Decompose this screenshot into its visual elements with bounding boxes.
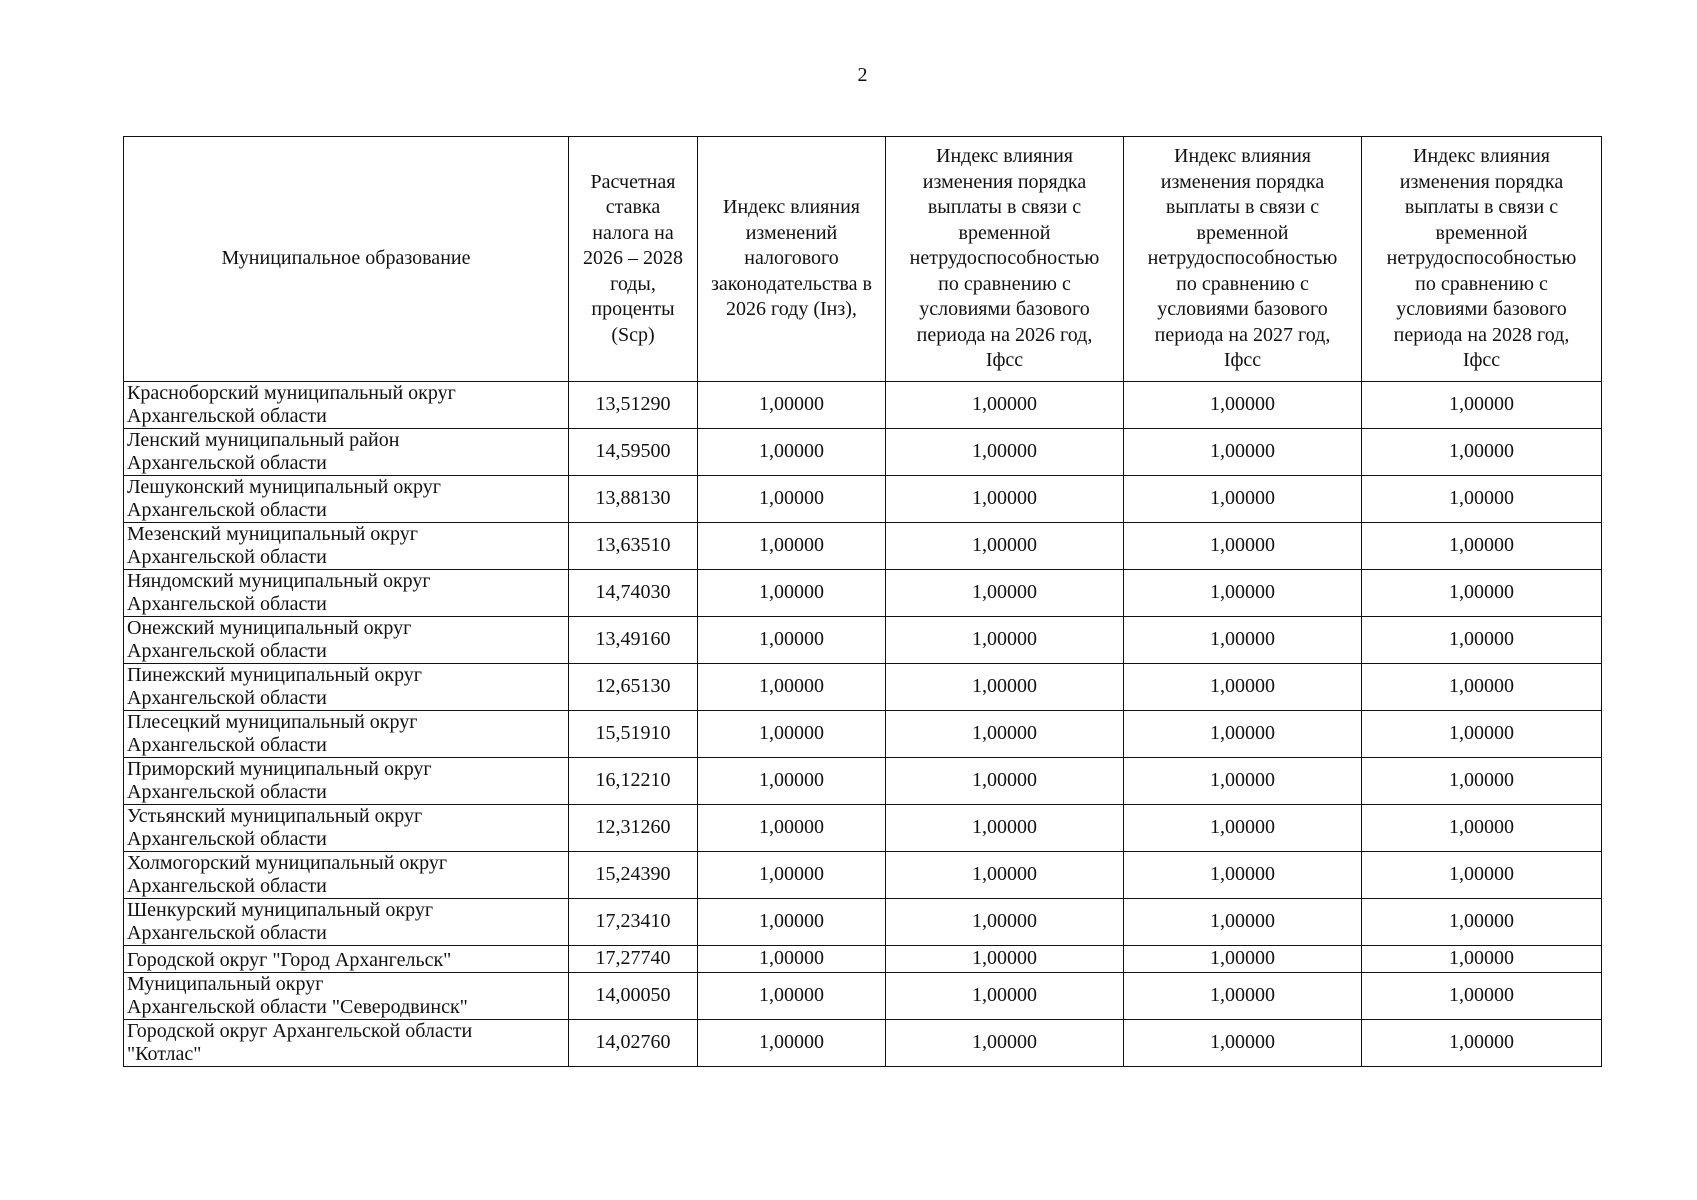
header-line: 2026 году (Iнз), (726, 298, 857, 321)
tax-rate-cell: 14,74030 (569, 570, 698, 617)
municipality-name-cell (124, 852, 569, 899)
table-row (124, 946, 1602, 973)
header-line: 2026 – 2028 (583, 247, 683, 270)
ifss-2027-cell: 1,00000 (1124, 429, 1362, 476)
ifss-2026-cell: 1,00000 (886, 476, 1124, 523)
header-line: годы, (610, 272, 656, 295)
ifss-2028-cell: 1,00000 (1362, 382, 1602, 429)
municipality-name-line: Шенкурский муниципальный округ (127, 899, 434, 921)
ifss-2026-cell: 1,00000 (886, 1019, 1124, 1066)
ifss-2026-cell: 1,00000 (886, 852, 1124, 899)
header-ifss-2028 (1362, 137, 1602, 382)
municipality-name-line: Архангельской области (127, 734, 327, 756)
header-line: по сравнению с (938, 272, 1071, 295)
municipality-name-line: Красноборский муниципальный округ (127, 382, 456, 404)
tax-law-index-cell: 1,00000 (698, 805, 886, 852)
municipality-name-line: Архангельской области (127, 452, 327, 474)
tax-rate-cell: 12,31260 (569, 805, 698, 852)
tax-rate-cell: 16,12210 (569, 758, 698, 805)
table-body (124, 382, 1602, 1067)
ifss-2027-cell: 1,00000 (1124, 523, 1362, 570)
ifss-2026-cell: 1,00000 (886, 758, 1124, 805)
tax-law-index-cell: 1,00000 (698, 852, 886, 899)
tax-rate-cell: 17,27740 (569, 946, 698, 973)
header-ifss-2026 (886, 137, 1124, 382)
ifss-2026-cell: 1,00000 (886, 617, 1124, 664)
header-line: изменений (745, 221, 838, 244)
header-line: временной (958, 221, 1051, 244)
tax-law-index-cell: 1,00000 (698, 476, 886, 523)
ifss-2027-cell: 1,00000 (1124, 476, 1362, 523)
table-row (124, 852, 1602, 899)
ifss-2028-cell: 1,00000 (1362, 429, 1602, 476)
municipality-name-cell (124, 382, 569, 429)
municipality-name-cell (124, 429, 569, 476)
ifss-2026-cell: 1,00000 (886, 972, 1124, 1019)
municipality-name-line: Мезенский муниципальный округ (127, 523, 418, 545)
header-line: налога на (592, 221, 674, 244)
municipality-name-line: Плесецкий муниципальный округ (127, 711, 418, 733)
table-row (124, 617, 1602, 664)
header-line: по сравнению с (1176, 272, 1309, 295)
header-line: проценты (591, 298, 675, 321)
municipality-name-line: Архангельской области (127, 546, 327, 568)
municipality-name-line: Архангельской области (127, 593, 327, 615)
tax-rate-cell: 14,00050 (569, 972, 698, 1019)
header-line: временной (1196, 221, 1289, 244)
municipality-name-line: Лешуконский муниципальный округ (127, 476, 441, 498)
header-line: условиями базового (1157, 298, 1328, 321)
municipality-name-cell (124, 476, 569, 523)
header-line: Муниципальное образование (221, 247, 471, 270)
tax-rate-cell: 13,63510 (569, 523, 698, 570)
header-row (124, 137, 1602, 382)
municipality-name-line: Архангельской области (127, 405, 327, 427)
ifss-2027-cell: 1,00000 (1124, 664, 1362, 711)
header-line: нетрудоспособностью (1147, 247, 1338, 270)
tax-rate-cell: 13,88130 (569, 476, 698, 523)
municipality-name-line: "Котлас" (127, 1042, 202, 1065)
tax-rate-cell: 13,49160 (569, 617, 698, 664)
ifss-2028-cell: 1,00000 (1362, 617, 1602, 664)
tax-law-index-cell: 1,00000 (698, 429, 886, 476)
municipality-name-cell (124, 617, 569, 664)
header-tax-law-index (698, 137, 886, 382)
header-line: условиями базового (1396, 298, 1567, 321)
header-tax-rate (569, 137, 698, 382)
header-line: (Scp) (611, 323, 655, 346)
municipality-name-line: Няндомский муниципальный округ (127, 570, 431, 592)
municipality-name-cell (124, 711, 569, 758)
tax-law-index-cell: 1,00000 (698, 382, 886, 429)
tax-law-index-cell: 1,00000 (698, 711, 886, 758)
ifss-2028-cell: 1,00000 (1362, 946, 1602, 973)
municipality-name-line: Городской округ "Город Архангельск" (127, 948, 452, 971)
municipality-name-line: Онежский муниципальный округ (127, 617, 412, 639)
municipality-name-line: Пинежский муниципальный округ (127, 664, 423, 686)
municipality-name-line: Архангельской области (127, 499, 327, 521)
municipality-name-cell (124, 972, 569, 1019)
municipality-name-line: Приморский муниципальный округ (127, 758, 432, 780)
ifss-2027-cell: 1,00000 (1124, 805, 1362, 852)
municipality-name-line: Ленский муниципальный район (127, 429, 400, 451)
ifss-2028-cell: 1,00000 (1362, 476, 1602, 523)
municipality-name-line: Городской округ Архангельской области (127, 1019, 473, 1042)
ifss-2027-cell: 1,00000 (1124, 1019, 1362, 1066)
ifss-2027-cell: 1,00000 (1124, 758, 1362, 805)
municipality-name-line: Архангельской области (127, 781, 327, 803)
header-line: Индекс влияния (1413, 145, 1550, 168)
table-row (124, 664, 1602, 711)
tax-law-index-cell: 1,00000 (698, 664, 886, 711)
tax-rate-cell: 14,02760 (569, 1019, 698, 1066)
table-row (124, 570, 1602, 617)
ifss-2027-cell: 1,00000 (1124, 946, 1362, 973)
ifss-2028-cell: 1,00000 (1362, 1019, 1602, 1066)
ifss-2028-cell: 1,00000 (1362, 758, 1602, 805)
header-line: периода на 2026 год, (916, 323, 1093, 346)
tax-law-index-cell: 1,00000 (698, 523, 886, 570)
header-line: временной (1435, 221, 1528, 244)
header-ifss-2027 (1124, 137, 1362, 382)
table-row (124, 711, 1602, 758)
municipality-name-cell (124, 570, 569, 617)
ifss-2027-cell: 1,00000 (1124, 570, 1362, 617)
tax-law-index-cell: 1,00000 (698, 570, 886, 617)
header-line: выплаты в связи с (1404, 196, 1559, 219)
municipality-name-line: Холмогорский муниципальный округ (127, 852, 448, 874)
municipality-name-line: Архангельской области (127, 687, 327, 709)
table-row (124, 899, 1602, 946)
ifss-2026-cell: 1,00000 (886, 805, 1124, 852)
ifss-2027-cell: 1,00000 (1124, 972, 1362, 1019)
header-line: Расчетная (590, 170, 676, 193)
ifss-2028-cell: 1,00000 (1362, 664, 1602, 711)
tax-law-index-cell: 1,00000 (698, 617, 886, 664)
ifss-2026-cell: 1,00000 (886, 899, 1124, 946)
header-line: изменения порядка (1399, 170, 1564, 193)
header-municipality (124, 137, 569, 382)
header-line: Iфсс (1223, 349, 1262, 372)
table-row (124, 382, 1602, 429)
municipality-name-line: Устьянский муниципальный округ (127, 805, 423, 827)
tax-law-index-cell: 1,00000 (698, 899, 886, 946)
header-line: условиями базового (919, 298, 1090, 321)
header-line: нетрудоспособностью (909, 247, 1100, 270)
ifss-2027-cell: 1,00000 (1124, 617, 1362, 664)
table-row (124, 758, 1602, 805)
header-line: налогового (744, 247, 839, 270)
ifss-2026-cell: 1,00000 (886, 946, 1124, 973)
table-row (124, 805, 1602, 852)
tax-rate-cell: 15,24390 (569, 852, 698, 899)
ifss-2026-cell: 1,00000 (886, 570, 1124, 617)
tax-rate-cell: 17,23410 (569, 899, 698, 946)
header-line: по сравнению с (1415, 272, 1548, 295)
municipality-name-cell (124, 664, 569, 711)
municipality-name-cell (124, 899, 569, 946)
municipality-name-line: Муниципальный округ (127, 972, 324, 995)
header-line: законодательства в (711, 272, 872, 295)
municipality-name-cell (124, 758, 569, 805)
ifss-2028-cell: 1,00000 (1362, 972, 1602, 1019)
municipality-name-cell (124, 946, 569, 973)
header-line: периода на 2028 год, (1393, 323, 1570, 346)
header-line: Iфсс (1462, 349, 1501, 372)
tax-rate-cell: 15,51910 (569, 711, 698, 758)
municipality-name-line: Архангельской области (127, 828, 327, 850)
tax-law-index-cell: 1,00000 (698, 1019, 886, 1066)
tax-law-index-cell: 1,00000 (698, 946, 886, 973)
header-line: Индекс влияния (936, 145, 1073, 168)
header-line: изменения порядка (1160, 170, 1325, 193)
header-line: выплаты в связи с (1165, 196, 1320, 219)
municipality-name-line: Архангельской области (127, 640, 327, 662)
municipality-name-cell (124, 1019, 569, 1066)
ifss-2028-cell: 1,00000 (1362, 852, 1602, 899)
table-row (124, 1019, 1602, 1066)
tax-rate-cell: 12,65130 (569, 664, 698, 711)
header-line: периода на 2027 год, (1154, 323, 1331, 346)
municipality-name-line: Архангельской области (127, 922, 327, 944)
ifss-2026-cell: 1,00000 (886, 429, 1124, 476)
ifss-2026-cell: 1,00000 (886, 523, 1124, 570)
header-line: выплаты в связи с (927, 196, 1082, 219)
ifss-2027-cell: 1,00000 (1124, 899, 1362, 946)
municipality-name-line: Архангельской области "Северодвинск" (127, 995, 468, 1018)
ifss-2026-cell: 1,00000 (886, 382, 1124, 429)
ifss-2026-cell: 1,00000 (886, 664, 1124, 711)
tax-rate-table (123, 136, 1602, 1067)
header-line: Индекс влияния (723, 196, 860, 219)
table-row (124, 972, 1602, 1019)
tax-rate-cell: 14,59500 (569, 429, 698, 476)
municipality-name-line: Архангельской области (127, 875, 327, 897)
tax-rate-cell: 13,51290 (569, 382, 698, 429)
ifss-2026-cell: 1,00000 (886, 711, 1124, 758)
ifss-2028-cell: 1,00000 (1362, 711, 1602, 758)
ifss-2028-cell: 1,00000 (1362, 523, 1602, 570)
header-line: Iфсс (985, 349, 1024, 372)
header-line: ставка (605, 196, 661, 219)
page-number: 2 (857, 64, 868, 86)
ifss-2028-cell: 1,00000 (1362, 899, 1602, 946)
ifss-2027-cell: 1,00000 (1124, 711, 1362, 758)
tax-law-index-cell: 1,00000 (698, 758, 886, 805)
header-line: Индекс влияния (1174, 145, 1311, 168)
table-row (124, 476, 1602, 523)
municipality-name-cell (124, 523, 569, 570)
ifss-2027-cell: 1,00000 (1124, 382, 1362, 429)
ifss-2027-cell: 1,00000 (1124, 852, 1362, 899)
tax-law-index-cell: 1,00000 (698, 972, 886, 1019)
ifss-2028-cell: 1,00000 (1362, 805, 1602, 852)
ifss-2028-cell: 1,00000 (1362, 570, 1602, 617)
header-line: изменения порядка (922, 170, 1087, 193)
table-row (124, 429, 1602, 476)
header-line: нетрудоспособностью (1386, 247, 1577, 270)
table-row (124, 523, 1602, 570)
municipality-name-cell (124, 805, 569, 852)
